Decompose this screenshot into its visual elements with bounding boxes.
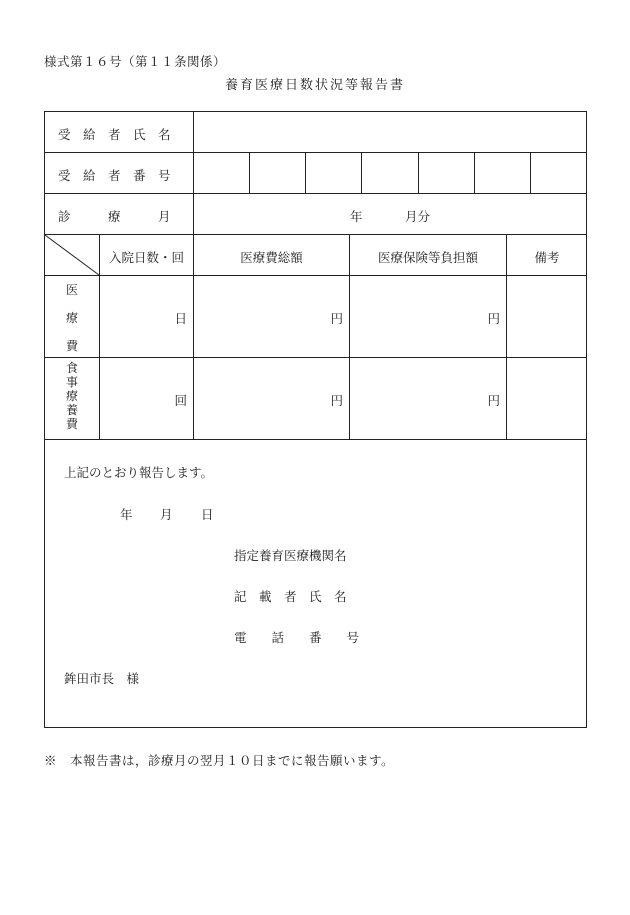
- recipient-name-label: 受 給 者 氏 名: [58, 127, 171, 142]
- days-column-header: 入院日数・回: [108, 250, 184, 265]
- medical-expense-label-char: 費: [65, 339, 78, 353]
- recipient-number-digit[interactable]: [250, 153, 305, 193]
- meal-expense-label-char: 事: [65, 375, 78, 389]
- insurance-column-header: 医療保険等負担額: [377, 250, 478, 265]
- corner-diagonal: [44, 234, 100, 276]
- meal-expense-label-char: 養: [65, 403, 78, 417]
- medical-total-unit: 円: [330, 311, 343, 326]
- meal-expense-label-char: 食: [65, 361, 78, 375]
- meal-remarks-field[interactable]: [507, 358, 586, 439]
- document-title: 養育医療日数状況等報告書: [224, 78, 405, 93]
- row-divider: [44, 439, 587, 440]
- recipient-number-label: 受 給 者 番 号: [58, 168, 171, 183]
- phone-number-label: 電 話 番 号: [234, 630, 360, 645]
- recipient-number-digit[interactable]: [306, 153, 361, 193]
- recipient-number-digit[interactable]: [362, 153, 418, 193]
- total-column-header: 医療費総額: [240, 250, 303, 265]
- medical-expense-label-char: 療: [65, 311, 78, 325]
- medical-days-unit: 日: [174, 311, 187, 326]
- meal-insurance-unit: 円: [487, 393, 500, 408]
- medical-insurance-unit: 円: [487, 311, 500, 326]
- meal-expense-label-char: 費: [65, 417, 78, 431]
- row-divider: [44, 193, 587, 194]
- form-number: 様式第１６号（第１１条関係）: [44, 54, 227, 69]
- writer-name-label: 記 載 者 氏 名: [234, 589, 347, 604]
- institution-name-label: 指定養育医療機関名: [234, 548, 347, 563]
- report-date-month: 月: [160, 507, 173, 522]
- recipient-number-digit[interactable]: [475, 153, 530, 193]
- recipient-number-digit[interactable]: [194, 153, 249, 193]
- report-date-day: 日: [201, 507, 214, 522]
- medical-expense-label-char: 医: [65, 283, 78, 297]
- addressee: 鉾田市長 様: [64, 671, 140, 686]
- treatment-month-portion-label: 月分: [405, 209, 431, 224]
- meal-expense-label-char: 療: [65, 389, 78, 403]
- footnote: ※ 本報告書は，診療月の翌月１０日までに報告願います。: [44, 753, 395, 768]
- medical-remarks-field[interactable]: [507, 276, 586, 357]
- report-date-year: 年: [120, 507, 133, 522]
- treatment-year-label: 年: [350, 209, 363, 224]
- recipient-name-field[interactable]: [194, 112, 586, 152]
- report-statement: 上記のとおり報告します。: [64, 465, 214, 480]
- recipient-number-digit[interactable]: [531, 153, 586, 193]
- treatment-month-label: 診 療 月: [58, 209, 171, 224]
- meal-total-unit: 円: [330, 393, 343, 408]
- meal-count-unit: 回: [174, 393, 187, 408]
- remarks-column-header: 備考: [534, 250, 560, 265]
- recipient-number-digit[interactable]: [419, 153, 474, 193]
